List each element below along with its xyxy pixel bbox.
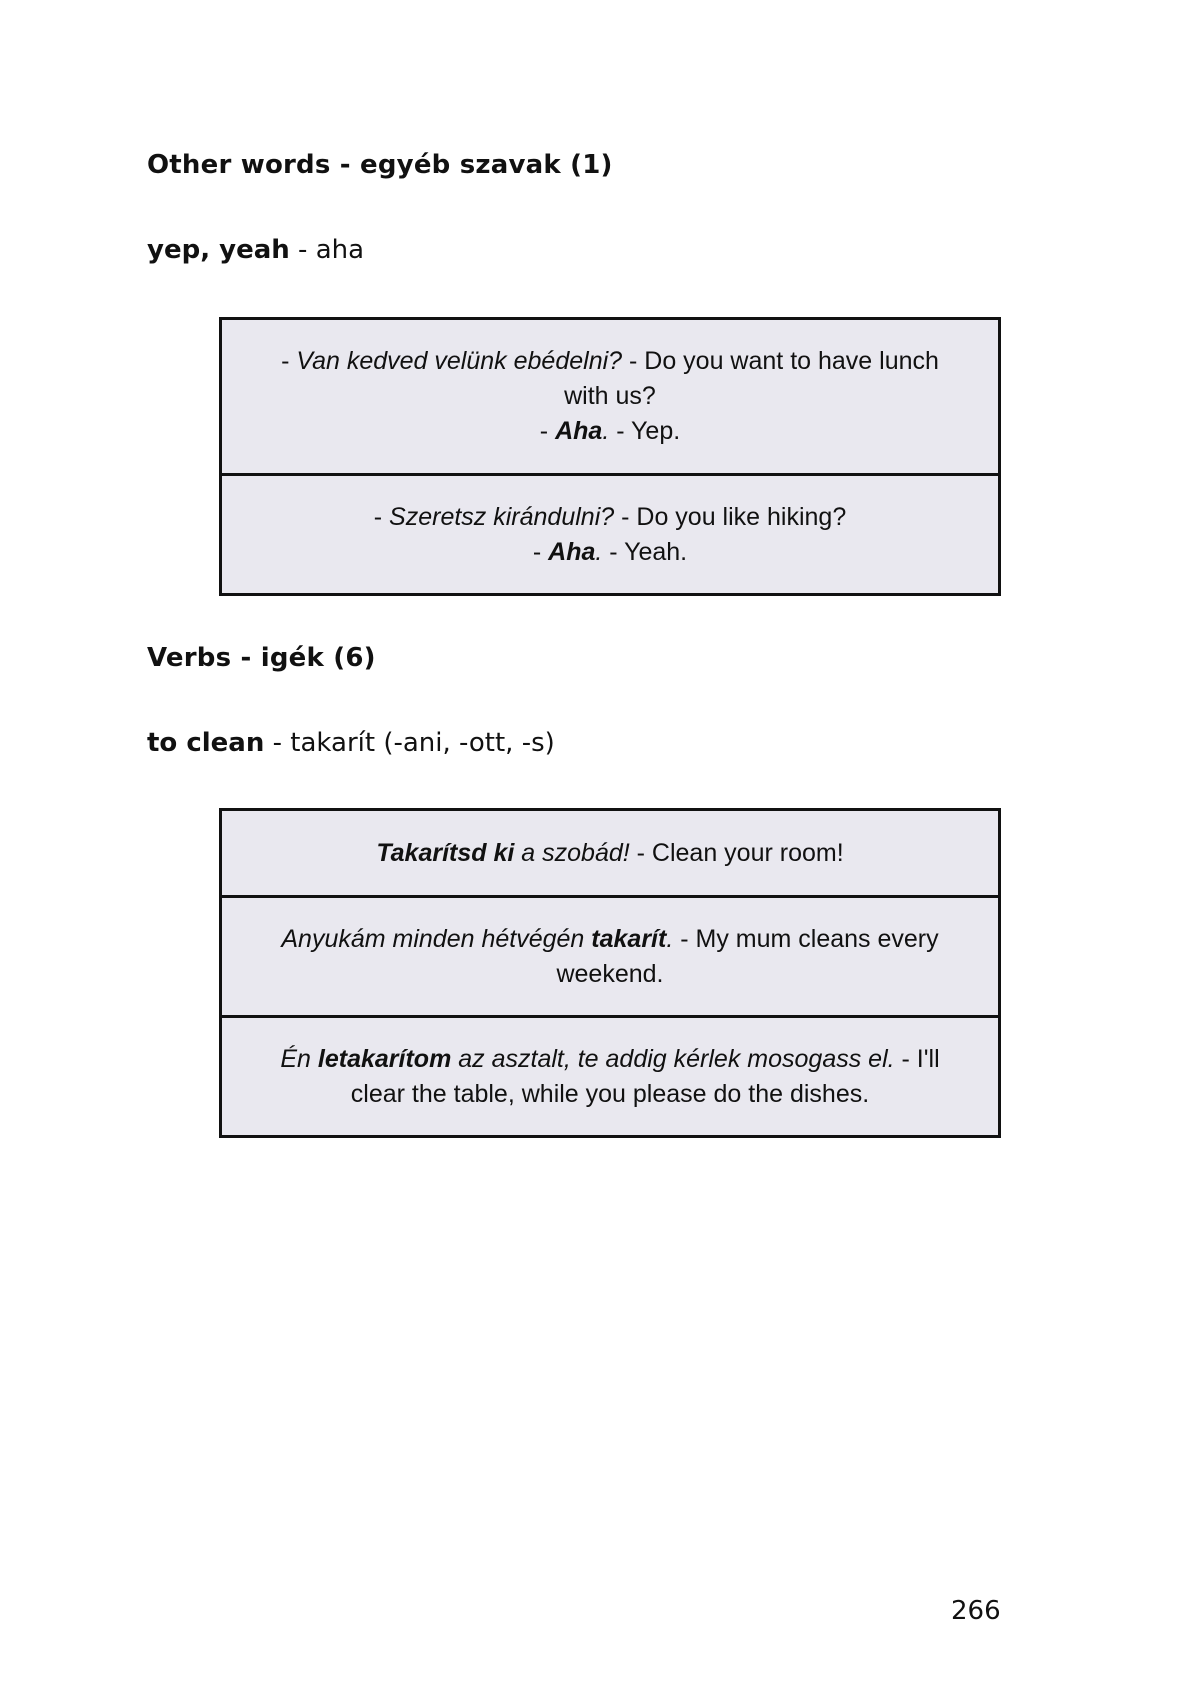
entry-separator: -: [289, 235, 316, 265]
vocab-entry-to-clean: [147, 728, 555, 758]
page-number: 266: [951, 1596, 1001, 1626]
entry-term: yep, yeah: [147, 235, 290, 265]
example-text: [374, 500, 846, 570]
example-row: [222, 320, 998, 473]
vocab-entry-yep-yeah: [147, 235, 364, 265]
example-table-aha: [219, 317, 1001, 596]
example-text: [376, 836, 843, 871]
example-line: weekend.: [556, 959, 664, 988]
section-heading-verbs: Verbs - igék (6): [147, 643, 376, 673]
example-row: [222, 811, 998, 895]
entry-separator: -: [264, 728, 291, 758]
entry-translation: takarít (-ani, -ott, -s): [290, 728, 555, 758]
example-row: [222, 473, 998, 593]
example-line: - Van kedved velünk ebédelni? - Do you want to have lunch: [281, 347, 939, 375]
entry-translation: aha: [315, 235, 365, 265]
example-text: [281, 344, 939, 449]
example-line: Takarítsd ki a szobád! - Clean your room!: [376, 838, 844, 867]
entry-term: to clean: [147, 728, 265, 758]
example-line: Anyukám minden hétvégén takarít. - My mum cleans every: [281, 924, 939, 953]
example-text: [281, 922, 938, 992]
example-line: - Szeretsz kirándulni? - Do you like hiking?: [373, 502, 847, 531]
example-line: Én letakarítom az asztalt, te addig kérlek mosogass el. - I'll: [280, 1044, 940, 1073]
example-row: [222, 895, 998, 1015]
example-line: - Aha. - Yep.: [539, 417, 681, 445]
example-line: - Aha. - Yeah.: [532, 537, 688, 566]
example-row: [222, 1015, 998, 1135]
example-table-takarit: [219, 808, 1001, 1138]
example-line: clear the table, while you please do the dishes.: [350, 1079, 870, 1108]
section-heading-other-words: Other words - egyéb szavak (1): [147, 150, 613, 180]
example-text: [280, 1042, 939, 1112]
example-line: with us?: [564, 382, 656, 410]
